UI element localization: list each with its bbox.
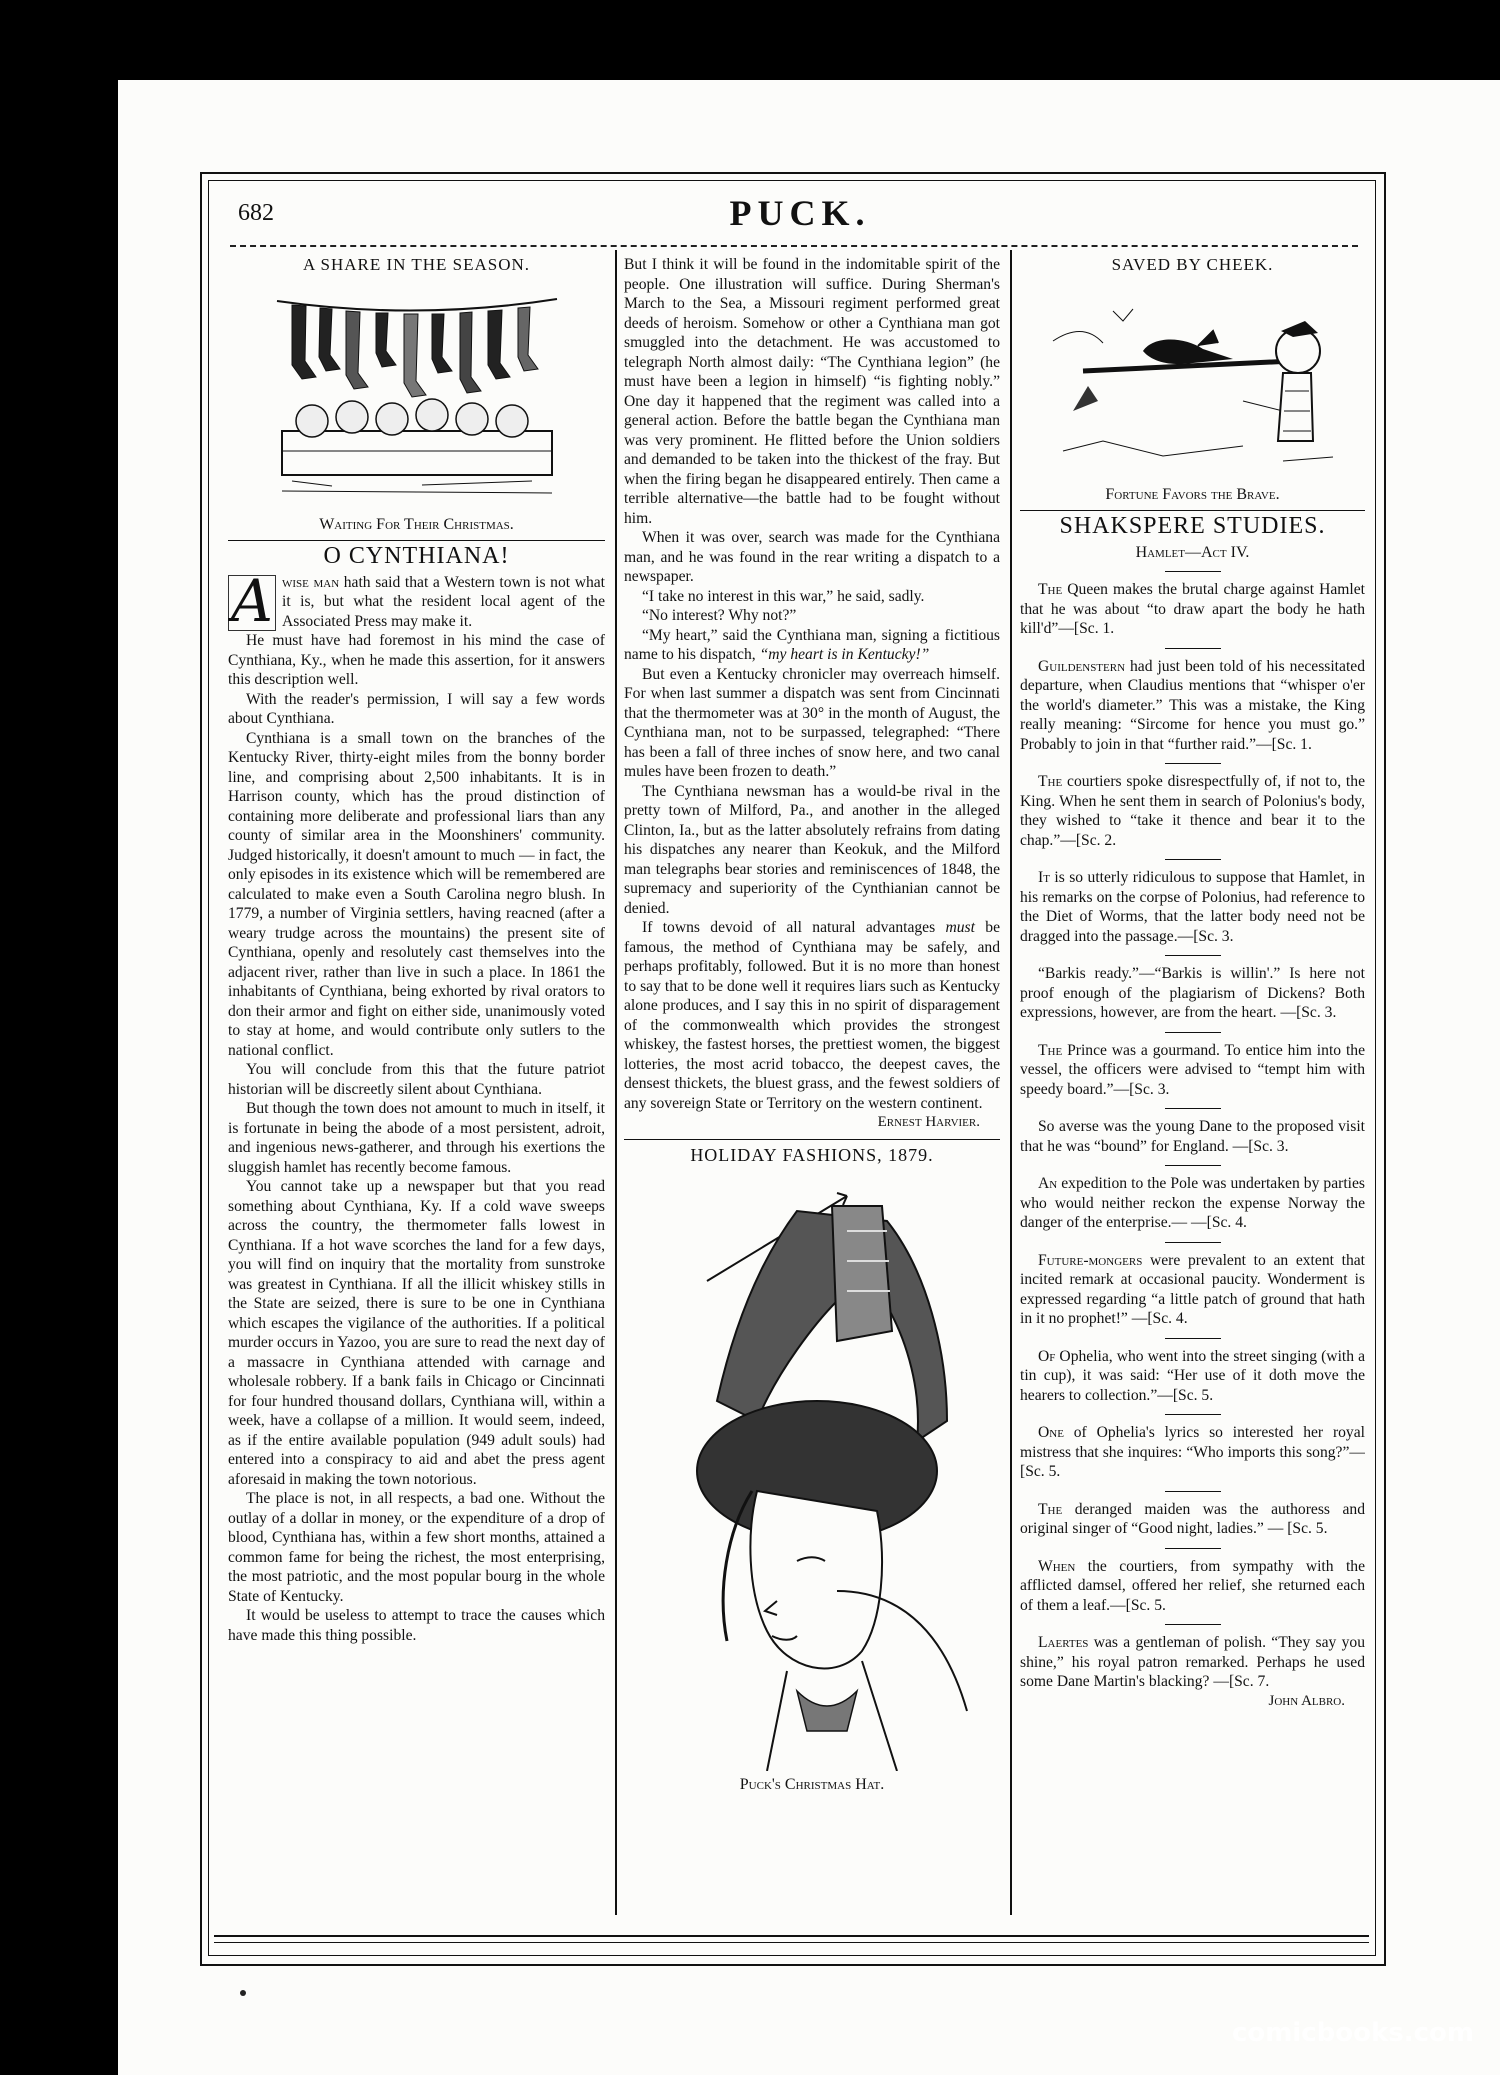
article-paragraph: You cannot take up a newspaper but that you read something about Cynthiana, Ky. If a cold wave sweeps across the country, the thermometer falls lowest in Cynthiana. If a hot wave scorches the land for a few days, you will find on inquiry that the mortality from sunstroke was greatest in Cynthiana. If all the illicit whiskey stills in the State are seized, there is sure to be one in Cynthiana which escapes the vigilance of the authorities. If a political murder occurs in Yazoo, you are sure to read the next day of a massacre in Cynthiana attended with carnage and wholesale robbery. If a bank fails in Chicago or Cincinnati for four hundred thousand dollars, Cynthiana will, within a week, have a collapse of a million. It would seem, indeed, as if the entire available population (949 adult souls) had entered into a conspiracy to aid and abet the press agent aforesaid in making the town notorious. — [228, 1178, 605, 1488]
shakspere-item — [1020, 1633, 1365, 1692]
shakspere-item — [1020, 772, 1365, 850]
footer-rule — [214, 1942, 1369, 1943]
heart-text: “My heart,” said the Cynthiana man, signing a fictitious name to his dispatch, — [624, 626, 1000, 663]
article-paragraph: Cynthiana is a small town on the branches of the Kentucky River, thirty-eight miles from the bonny border line, and comprising about 2,500 inhabitants. It is in Harrison county, which has the proud distinction of containing more deliberate and professional liars than any county of similar area in the Moonshiners' community. Judged historically, it doesn't amount to much — in fact, the only episodes in its existence which will be remembered are calculated to make even a South Carolina negro blush. In 1779, a number of Virginia settlers, having reacned (after a weary trudge across the mountains) the present site of Cynthiana, openly and resolutely cast themselves into the adjacent river, rather than live in such a place. In 1861 the inhabitants of Cynthiana, being exhorted by rival orators to don their armor and fight on either side, unanimously voted to stay at home, and would contribute only sutlers to the national conflict. — [228, 729, 605, 1059]
article-opening-paragraph — [228, 566, 605, 635]
article-paragraph: The Cynthiana newsman has a would-be rival in the pretty town of Milford, Pa., and another in the alleged Clinton, Ia., but as the latter absolutely refrains from dating his dispatches any nearer than Keokuk, and the Milford man telegraphs bear stories and reminiscences of 1848, the supremacy and superiority of the Cynthianian cannot be denied. — [624, 782, 1000, 917]
site-watermark: comicbooks.com — [1231, 2018, 1474, 2048]
column-divider-1 — [615, 250, 617, 1915]
opening-smallcaps: wise man — [282, 573, 340, 591]
heart-italic: “my heart is in Kentucky!” — [759, 646, 930, 663]
item-text: courtiers spoke disrespectfully of, if not to, the King. When he sent them in search of Polonius's body, they wished to “take it thence and bear it to the chap.”—[Sc. 2. — [1020, 773, 1365, 849]
right-column — [1020, 255, 1365, 1930]
article-title-shakspere: SHAKSPERE STUDIES. — [1059, 513, 1326, 539]
drop-cap-letter: A — [228, 575, 276, 631]
short-rule — [1165, 1624, 1221, 1625]
short-rule — [1165, 1338, 1221, 1339]
short-rule — [1165, 955, 1221, 956]
short-rule — [1165, 1548, 1221, 1549]
short-rule — [1165, 1108, 1221, 1109]
article-subtitle-hamlet: Hamlet—Act IV. — [1135, 543, 1250, 561]
article-paragraph: You will conclude from this that the future patriot historian will be discreetly silent about Cynthiana. — [228, 1061, 605, 1098]
item-lead: Laertes — [1038, 1634, 1089, 1651]
item-lead: An — [1038, 1175, 1058, 1192]
shakspere-item — [1020, 1347, 1365, 1406]
short-rule — [1165, 1032, 1221, 1033]
cartoon-title-season: A SHARE IN THE SEASON. — [302, 255, 531, 274]
item-lead: It — [1038, 869, 1050, 886]
page-number: 682 — [238, 200, 274, 226]
christmas-hat-illustration — [647, 1171, 977, 1771]
shakspere-item — [1020, 580, 1365, 639]
item-lead: When — [1038, 1557, 1076, 1575]
item-text: had just been told of his necessitated departure, when Claudius mentions that “whisper o'er the world's diameter.” This was a mistake, the King really meaning: “Sircome for hence you must go.” Probably to join in that “further raid.”—[Sc. 1. — [1020, 657, 1365, 753]
fashion-caption: Puck's Christmas Hat. — [739, 1776, 885, 1793]
article-paragraph: But I think it will be found in the indomitable spirit of the people. One illustration will suffice. During Sherman's March to the Sea, a Missouri regiment performed great deeds of heroism. Somehow or other a Cynthiana man got smuggled into the detachment. He was accustomed to telegraph North almost daily: “The Cynthiana legion” (he must have been a legion in himself) “is fighting nobly.” One day it happened that the regiment was called into a general action. Before the battle began the Cynthiana man was very prominent. He flitted before the Union soldiers and demanded to be taken into the thickest of the fray. But when the firing began he disappeared entirely. Then came a terrible alternative—the battle had to be fought without him. — [624, 256, 1000, 527]
item-text: Prince was a gourmand. To entice him into the vessel, the officers were advised to “tempt him with speedy board.”—[Sc. 3. — [1020, 1041, 1365, 1098]
shakspere-item — [1020, 657, 1365, 755]
article-paragraph: When it was over, search was made for the Cynthiana man, and he was found in the rear writing a dispatch to a newspaper. — [624, 529, 1000, 585]
footer-rule — [214, 1935, 1369, 1937]
short-rule — [1165, 859, 1221, 860]
article-paragraph: “I take no interest in this war,” he said, sadly. — [642, 587, 925, 605]
section-rule — [228, 540, 605, 541]
shakspere-item — [1020, 1174, 1365, 1233]
item-text: So averse was the young Dane to the proposed visit that he was “bound” for England. —[Sc. 3. — [1020, 1118, 1365, 1155]
item-text: Queen makes the brutal charge against Hamlet that he was about “to draw apart the body he hath kill'd”—[Sc. 1. — [1020, 581, 1365, 637]
item-text: the courtiers, from sympathy with the afflicted damsel, offered her relief, she returned each of them a leaf.—[Sc. 5. — [1020, 1557, 1365, 1614]
article-paragraph: But even a Kentucky chronicler may overreach himself. For when last summer a dispatch was sent from Cincinnati that the thermometer was at 30° in the month of August, the Cynthiana man, not to be surpassed, telegraphed: “There has been a fall of three inches of snow here, and two canal mules have been frozen to death.” — [624, 665, 1000, 780]
item-lead: Future-mongers — [1038, 1251, 1143, 1269]
header-rule — [230, 245, 1358, 247]
towns-italic: must — [945, 919, 975, 936]
item-text: deranged maiden was the authoress and original singer of “Good night, ladies.” — [Sc. 5. — [1020, 1500, 1365, 1537]
shakspere-item — [1020, 1500, 1365, 1539]
item-lead: The — [1038, 1041, 1063, 1059]
left-column — [228, 255, 605, 1930]
article-paragraph: With the reader's permission, I will say a few words about Cynthiana. — [228, 690, 605, 727]
short-rule — [1165, 763, 1221, 764]
stockings-cartoon-illustration — [272, 281, 562, 511]
opening-rest: hath said that a Western town is not what it is, but what the resident local agent of the Associated Press may make it. — [282, 573, 605, 630]
masthead-title: PUCK. — [729, 193, 871, 233]
bird-gun-cartoon-illustration — [1043, 281, 1343, 481]
item-text: Ophelia, who went into the street singing (with a tin cup), it was said: “Her use of it doth move the hearers to collection.”—[Sc. 5. — [1020, 1347, 1365, 1404]
shakspere-item — [1020, 868, 1365, 946]
section-rule — [1020, 510, 1365, 511]
shakspere-item — [1020, 1041, 1365, 1100]
cartoon-caption-cheek: Fortune Favors the Brave. — [1105, 485, 1280, 503]
item-text: was a gentleman of polish. “They say you shine,” his royal patron remarked. Perhaps he used some Dane Martin's blacking? —[Sc. 7. — [1020, 1634, 1365, 1690]
shakspere-item — [1020, 1117, 1365, 1156]
section-rule — [624, 1139, 1000, 1140]
article-paragraph: “No interest? Why not?” — [642, 607, 797, 624]
article-paragraph: The place is not, in all respects, a bad one. Without the outlay of a dollar in money, or the expenditure of a drop of blood, Cynthiana has, within a few short months, attained a common fame for being the richest, the most enterprising, the most patriotic, and the most popular bourg in the whole State of Kentucky. — [228, 1490, 605, 1605]
article-paragraph-towns — [624, 918, 1000, 1113]
scan-speck — [240, 1990, 246, 1996]
short-rule — [1165, 1242, 1221, 1243]
shakspere-item — [1020, 964, 1365, 1023]
fashion-title: HOLIDAY FASHIONS, 1879. — [690, 1144, 934, 1165]
short-rule — [1165, 571, 1221, 572]
short-rule — [1165, 1491, 1221, 1492]
author-byline-albro: John Albro. — [1268, 1692, 1345, 1709]
cartoon-caption-season: Waiting For Their Christmas. — [319, 515, 514, 533]
article-paragraph-heart — [624, 626, 1000, 665]
item-text: is so utterly ridiculous to suppose that Hamlet, in his remarks on the corpse of Polonius, had reference to the Diet of Worms, that the latter body need not be dragged into the passage.—[Sc. 3. — [1020, 869, 1365, 945]
short-rule — [1165, 1165, 1221, 1166]
item-text: were prevalent to an extent that incited remark at occasional paucity. Wonderment is expressed regarding “a little patch of ground that hath in it no prophet!” —[Sc. 4. — [1020, 1251, 1365, 1327]
article-title-cynthiana: O CYNTHIANA! — [323, 543, 510, 569]
cartoon-title-cheek: SAVED BY CHEEK. — [1111, 255, 1274, 274]
item-lead: The — [1038, 1500, 1063, 1518]
short-rule — [1165, 1414, 1221, 1415]
towns-post: be famous, the method of Cynthiana may be safely, and perhaps profitably, followed. But it is no more than honest to say that to be done well it requires liars such as Kentucky alone produces, and I say this in no spirit of disparagement of the commonwealth which provides the strongest whiskey, the fastest horses, the prettiest women, the biggest lotteries, the most acrid tobacco, the deepest caves, the densest thickets, the bluest grass, and the fewest soldiers of any sovereign State or Territory on the western continent. — [624, 919, 1000, 1112]
item-lead: The — [1038, 581, 1063, 598]
item-lead: Guildenstern — [1038, 657, 1126, 675]
towns-pre: If towns devoid of all natural advantages — [642, 919, 946, 936]
item-text: of Ophelia's lyrics so interested her royal mistress that she inquires: “Who imports this song?”—[Sc. 5. — [1020, 1424, 1365, 1480]
shakspere-items — [1020, 580, 1365, 1692]
shakspere-item — [1020, 1557, 1365, 1616]
column-divider-2 — [1010, 250, 1012, 1915]
item-lead: Of — [1038, 1347, 1056, 1365]
article-paragraph: It would be useless to attempt to trace the causes which have made this thing possible. — [228, 1607, 605, 1644]
article-paragraph: He must have had foremost in his mind the case of Cynthiana, Ky., when he made this assertion, for it answers this description well. — [228, 632, 605, 688]
item-text: “Barkis ready.”—“Barkis is willin'.” Is here not proof enough of the plagiarism of Dickens? Both expressions, however, are from the heart. —[Sc. 3. — [1020, 965, 1365, 1021]
middle-column — [624, 255, 1000, 1930]
item-lead: The — [1038, 773, 1063, 790]
shakspere-item — [1020, 1251, 1365, 1329]
item-lead: One — [1038, 1424, 1064, 1441]
short-rule — [1165, 648, 1221, 649]
author-byline-harvier: Ernest Harvier. — [877, 1114, 980, 1130]
shakspere-item — [1020, 1423, 1365, 1482]
item-text: expedition to the Pole was undertaken by parties who would neither reckon the expense Norway the danger of the enterprise.— —[Sc. 4. — [1020, 1175, 1365, 1231]
article-paragraph: But though the town does not amount to much in itself, it is fortunate in being the abode of a most persistent, adroit, and ingenious news-gatherer, and through his exertions the sluggish hamlet has recently become famous. — [228, 1100, 605, 1176]
